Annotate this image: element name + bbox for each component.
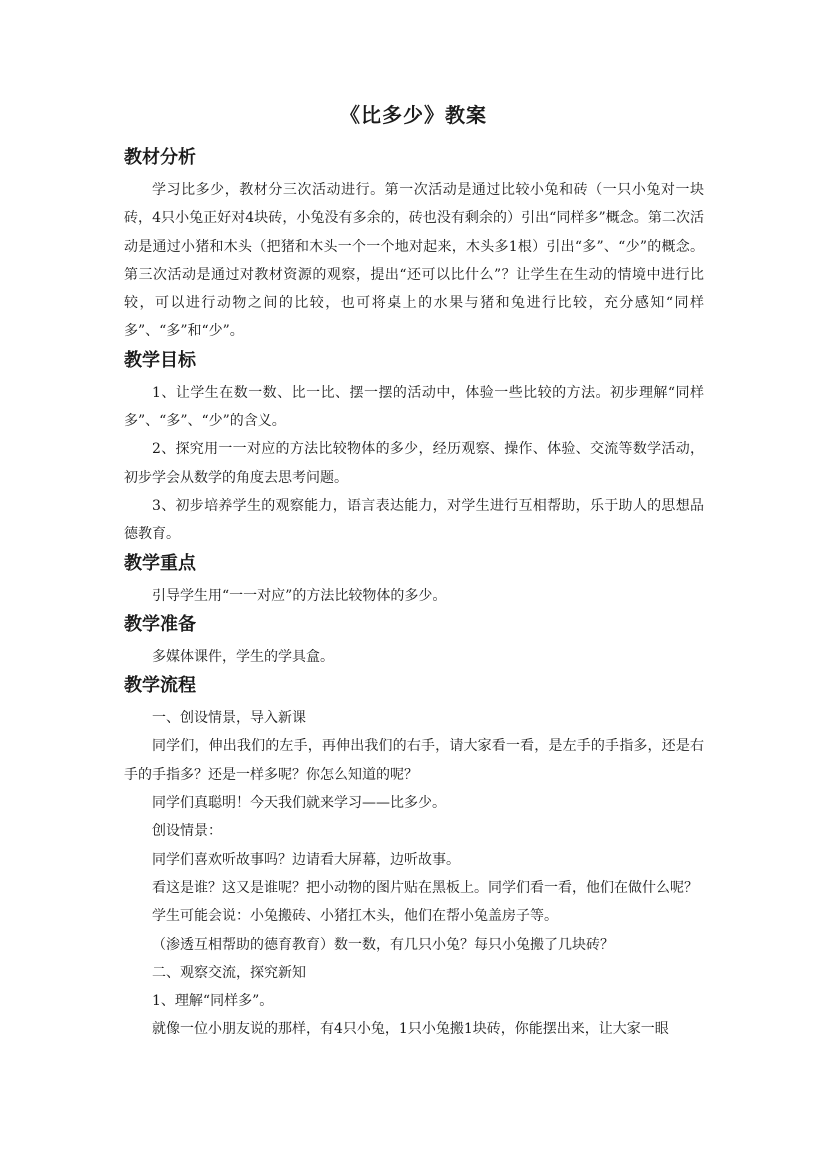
process-line: 二、观察交流，探究新知 (152, 964, 306, 981)
section-heading-process: 教学流程 (124, 675, 196, 697)
section-heading-preparation: 教学准备 (124, 613, 196, 635)
process-line: 看这是谁？这又是谁呢？把小动物的图片贴在黑板上。同学们看一看，他们在做什么呢？ (152, 879, 698, 896)
key-point-paragraph: 引导学生用“一一对应”的方法比较物体的多少。 (152, 587, 447, 604)
process-line: 创设情景： (152, 823, 222, 840)
analysis-paragraph: 学习比多少，教材分三次活动进行。第一次活动是通过比较小兔和砖（一只小兔对一块砖，4只小兔正好对4块砖，小兔没有多余的，砖也没有剩余的）引出“同样多”概念。第二次活动是通过小猪和木头（把猪和木头一个一个地对起来，木头多1根）引出“多”、“少”的概念。第三次活动是通过对教材资源的观察，提出“还可以比什么”？让学生在生动的情境中进行比较，可以进行动物之间的比较，也可将桌上的水果与猪和兔进行比较，充分感知“同样多”、“多”和“少”。 (124, 182, 704, 340)
process-line: 同学们真聪明！今天我们就来学习——比多少。 (152, 795, 446, 812)
preparation-paragraph: 多媒体课件，学生的学具盒。 (152, 648, 334, 665)
section-heading-key-point: 教学重点 (124, 552, 196, 574)
goal-item-3: 3、初步培养学生的观察能力，语言表达能力，对学生进行互相帮助，乐于助人的思想品德教育。 (124, 497, 704, 543)
section-heading-analysis: 教材分析 (124, 147, 196, 168)
document-body (124, 143, 704, 1044)
goal-item-2: 2、探究用一一对应的方法比较物体的多少，经历观察、操作、体验、交流等数学活动，初步学会从数学的角度去思考问题。 (124, 441, 704, 486)
process-line: （渗透互相帮助的德育教育）数一数，有几只小兔？每只小兔搬了几块砖？ (152, 936, 614, 953)
section-heading-goals: 教学目标 (124, 349, 196, 371)
process-line: 同学们，伸出我们的左手，再伸出我们的右手，请大家看一看，是左手的手指多，还是右手的手指多？还是一样多呢？你怎么知道的呢？ (124, 738, 704, 783)
process-line: 同学们喜欢听故事吗？边请看大屏幕，边听故事。 (152, 851, 460, 868)
process-line: 学生可能会说：小兔搬砖、小猪扛木头，他们在帮小兔盖房子等。 (152, 908, 558, 925)
process-line: 就像一位小朋友说的那样，有4只小兔，1只小兔搬1块砖，你能摆出来，让大家一眼 (152, 1021, 669, 1038)
goal-item-1: 1、让学生在数一数、比一比、摆一摆的活动中，体验一些比较的方法。初步理解“同样多”、“多”、“少”的含义。 (124, 384, 704, 430)
document-title: 《比多少》教案 (340, 103, 487, 127)
process-line: 1、理解“同样多”。 (152, 993, 274, 1010)
process-line: 一、创设情景，导入新课 (152, 710, 306, 727)
